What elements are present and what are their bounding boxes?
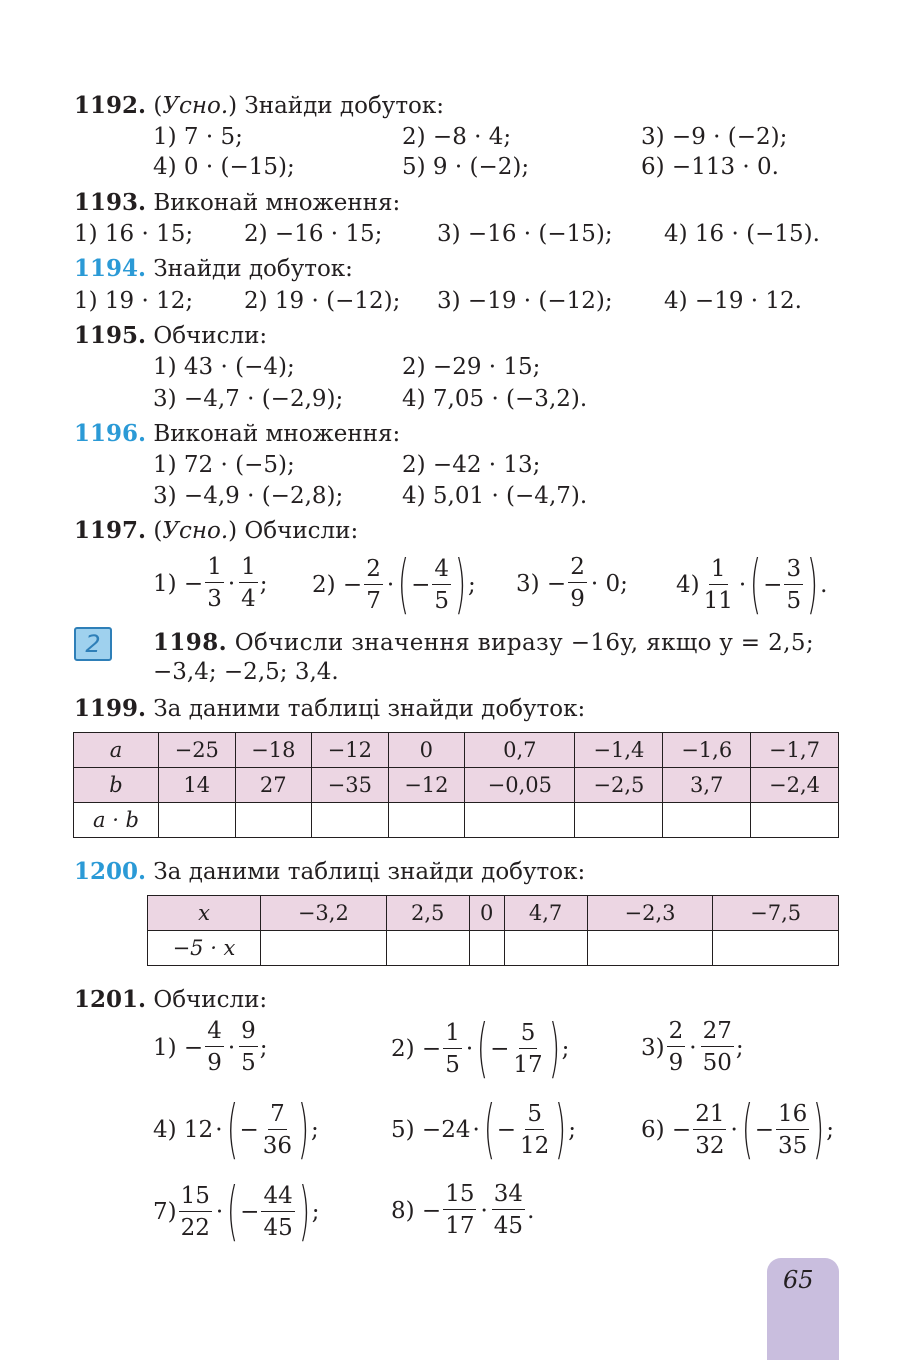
fraction <box>693 1100 726 1161</box>
problem-text: ) Знайди добуток: <box>228 93 445 119</box>
problem-item: 1) 19 · 12; <box>74 288 194 314</box>
problem-item: 4) 0 · (−15); <box>153 154 295 180</box>
denominator: 12 <box>520 1132 550 1159</box>
numerator: 7 <box>268 1100 287 1130</box>
var-a: a <box>109 738 123 762</box>
fraction <box>568 553 587 614</box>
cell: −35 <box>312 768 389 803</box>
problem-number: 1194. <box>74 255 147 282</box>
expression-1201-3 <box>641 1017 744 1078</box>
table-1199 <box>73 732 839 838</box>
problem-text: Обчисли: <box>153 323 268 349</box>
problem-text: ) Обчисли: <box>228 518 359 544</box>
dot-operator: · <box>465 1036 474 1062</box>
problem-1192-header <box>74 92 444 119</box>
denominator: 35 <box>778 1132 808 1159</box>
cell: −1,6 <box>663 733 751 768</box>
problem-number: 1195. <box>74 322 147 349</box>
expression-1201-5 <box>391 1093 577 1167</box>
expression-1201-8 <box>391 1180 534 1241</box>
fraction <box>492 1180 525 1241</box>
left-paren: ( <box>477 1012 489 1086</box>
problem-item: 3) −19 · (−12); <box>437 288 613 314</box>
expr-end: ; <box>568 1117 577 1143</box>
denominator: 22 <box>180 1214 210 1241</box>
fraction <box>443 1019 462 1080</box>
dot-operator: · <box>689 1034 697 1061</box>
numerator: 1 <box>709 555 728 585</box>
denominator: 36 <box>262 1132 293 1159</box>
problem-item: 2) −8 · 4; <box>402 124 512 150</box>
expression-1201-4 <box>153 1093 319 1167</box>
cell: 2,5 <box>386 896 469 931</box>
problem-text: За даними таблиці знайди добуток: <box>153 696 586 722</box>
expr-end: . <box>527 1197 535 1224</box>
denominator: 9 <box>570 586 585 612</box>
expr-end: ; <box>561 1036 570 1062</box>
answer-cell[interactable] <box>713 931 839 966</box>
left-paren: ( <box>741 1093 753 1167</box>
numerator: 1 <box>205 553 224 583</box>
cell: −0,05 <box>465 768 575 803</box>
minus-sign: − <box>754 1117 775 1143</box>
expr-label: 6) − <box>641 1117 692 1143</box>
cell: 0 <box>388 733 465 768</box>
numerator: 4 <box>432 555 451 585</box>
expression-1197-3 <box>516 553 628 614</box>
expression-1201-7 <box>153 1175 320 1249</box>
cell: −25 <box>159 733 236 768</box>
minus-sign: − <box>490 1036 510 1062</box>
problem-1197-header <box>74 517 358 544</box>
fraction <box>518 1100 551 1161</box>
cell: −1,4 <box>575 733 663 768</box>
row-header-b <box>74 768 159 803</box>
problem-item: 4) 5,01 · (−4,7). <box>402 483 588 509</box>
table-row-x <box>148 896 839 931</box>
answer-cell[interactable] <box>465 803 575 838</box>
fraction <box>261 1100 294 1161</box>
expression-1201-1 <box>153 1017 268 1078</box>
numerator: 1 <box>443 1019 462 1049</box>
answer-cell[interactable] <box>388 803 465 838</box>
var-x: x <box>198 901 210 925</box>
expr-end: ; <box>259 570 268 597</box>
denominator: 17 <box>513 1051 543 1078</box>
expr-label: 2) − <box>391 1036 442 1062</box>
problem-item: 5) 9 · (−2); <box>402 154 530 180</box>
problem-1201-header <box>74 986 267 1013</box>
expr-end: ; <box>311 1199 320 1225</box>
problem-text: Обчисли значення виразу −16y, якщо y = 2,5; <box>234 630 815 656</box>
fraction <box>239 553 258 614</box>
denominator: 5 <box>434 587 450 614</box>
expression-1201-2 <box>391 1012 570 1086</box>
answer-cell[interactable] <box>235 803 312 838</box>
fraction <box>701 1017 734 1078</box>
problem-item: 3) −9 · (−2); <box>641 124 788 150</box>
cell: 3,7 <box>663 768 751 803</box>
minus-sign: − <box>411 572 431 598</box>
right-paren: ) <box>548 1012 560 1086</box>
expr-label: 4) <box>676 572 700 598</box>
cell: 4,7 <box>504 896 587 931</box>
problem-1194-header <box>74 255 353 282</box>
fraction <box>776 1100 809 1161</box>
expr-label: 2) − <box>312 572 363 598</box>
left-paren: ( <box>483 1093 495 1167</box>
problem-item: 3) −4,9 · (−2,8); <box>153 483 344 509</box>
problem-item: 4) 7,05 · (−3,2). <box>402 386 588 412</box>
answer-cell[interactable] <box>386 931 469 966</box>
problem-text: За даними таблиці знайди добуток: <box>153 859 586 885</box>
level-2-badge: 2 <box>74 627 112 661</box>
fraction <box>239 1017 258 1078</box>
cell: 14 <box>159 768 236 803</box>
cell: −7,5 <box>713 896 839 931</box>
expr-tail: · 0; <box>590 570 628 597</box>
right-paren: ) <box>297 1093 310 1167</box>
hint-open: ( <box>153 93 163 119</box>
answer-cell[interactable] <box>575 803 663 838</box>
denominator: 4 <box>241 586 256 612</box>
denominator: 50 <box>702 1050 732 1076</box>
problem-item: 1) 7 · 5; <box>153 124 243 150</box>
fraction <box>443 1180 476 1241</box>
hint-open: ( <box>153 518 163 544</box>
expr-end: ; <box>735 1034 744 1061</box>
problem-1193-header <box>74 189 400 216</box>
dot-operator: · <box>386 572 395 598</box>
problem-1196-header <box>74 420 400 447</box>
denominator: 5 <box>786 587 802 614</box>
var-b: b <box>109 773 123 797</box>
left-paren: ( <box>750 548 762 622</box>
problem-item: 4) 16 · (−15). <box>664 221 820 247</box>
answer-cell[interactable] <box>159 803 236 838</box>
answer-cell[interactable] <box>587 931 713 966</box>
dot-operator: · <box>215 1117 223 1143</box>
denominator: 9 <box>207 1050 222 1076</box>
expr-label: 4) 12 <box>153 1117 214 1143</box>
problem-1198-line1 <box>153 629 814 656</box>
problem-item: 4) −19 · 12. <box>664 288 802 314</box>
dot-operator: · <box>738 572 747 598</box>
denominator: 7 <box>366 587 381 614</box>
numerator: 3 <box>784 555 803 585</box>
answer-cell[interactable] <box>261 931 387 966</box>
right-paren: ) <box>806 548 819 622</box>
problem-item: 6) −113 · 0. <box>641 154 779 180</box>
numerator: 2 <box>667 1017 686 1047</box>
hint-oral: Усно. <box>162 93 229 119</box>
right-paren: ) <box>555 1093 567 1167</box>
hint-oral: Усно. <box>162 518 229 544</box>
page-number: 65 <box>783 1266 814 1294</box>
problem-1198-line2: −3,4; −2,5; 3,4. <box>153 659 339 685</box>
numerator: 34 <box>492 1180 525 1210</box>
fraction <box>784 555 803 616</box>
denominator: 11 <box>703 587 733 614</box>
problem-number: 1199. <box>74 695 147 722</box>
expression-1201-6 <box>641 1093 835 1167</box>
table-row-product <box>74 803 839 838</box>
expression-1197-1 <box>153 553 268 614</box>
dot-operator: · <box>730 1117 738 1143</box>
dot-operator: · <box>480 1197 488 1224</box>
problem-number: 1193. <box>74 189 147 216</box>
product-label: −5 · x <box>172 936 236 960</box>
product-label: a · b <box>93 808 139 832</box>
problem-1199-header <box>74 695 585 722</box>
fraction <box>432 555 451 616</box>
expr-label: 3) − <box>516 570 567 597</box>
minus-sign: − <box>763 572 783 598</box>
problem-item: 1) 16 · 15; <box>74 221 194 247</box>
denominator: 32 <box>695 1132 725 1159</box>
table-row-a <box>74 733 839 768</box>
row-header-product <box>74 803 159 838</box>
problem-item: 3) −16 · (−15); <box>437 221 613 247</box>
dot-operator: · <box>227 570 236 597</box>
minus-sign: − <box>240 1199 260 1225</box>
denominator: 5 <box>445 1051 460 1078</box>
answer-cell[interactable] <box>504 931 587 966</box>
answer-cell[interactable] <box>312 803 389 838</box>
left-paren: ( <box>226 1093 238 1167</box>
table-row-b <box>74 768 839 803</box>
numerator: 1 <box>239 553 258 583</box>
fraction <box>179 1182 212 1243</box>
left-paren: ( <box>227 1175 239 1249</box>
table-1200 <box>147 895 839 966</box>
cell: 0 <box>469 896 504 931</box>
expr-label: 1) − <box>153 570 204 597</box>
cell: 27 <box>235 768 312 803</box>
cell: −2,4 <box>751 768 839 803</box>
problem-item: 2) 19 · (−12); <box>244 288 401 314</box>
numerator: 5 <box>519 1019 538 1049</box>
problem-text: Виконай множення: <box>153 190 401 216</box>
cell: 0,7 <box>465 733 575 768</box>
dot-operator: · <box>472 1117 480 1143</box>
expr-end: ; <box>468 572 476 598</box>
cell: −1,7 <box>751 733 839 768</box>
numerator: 16 <box>776 1100 809 1130</box>
denominator: 17 <box>445 1213 475 1239</box>
cell: −18 <box>235 733 312 768</box>
expression-1197-2 <box>312 548 476 622</box>
answer-cell[interactable] <box>469 931 504 966</box>
problem-number: 1197. <box>74 517 147 544</box>
numerator: 27 <box>701 1017 734 1047</box>
numerator: 21 <box>693 1100 726 1130</box>
dot-operator: · <box>215 1199 224 1225</box>
row-header-a <box>74 733 159 768</box>
fraction <box>261 1182 294 1243</box>
fraction <box>205 1017 224 1078</box>
fraction <box>667 1017 686 1078</box>
expr-label: 7) <box>153 1199 177 1225</box>
row-header-product <box>148 931 261 966</box>
minus-sign: − <box>496 1117 517 1143</box>
cell: −2,5 <box>575 768 663 803</box>
expr-end: ; <box>826 1117 835 1143</box>
problem-text: Виконай множення: <box>153 421 401 447</box>
right-paren: ) <box>298 1175 310 1249</box>
numerator: 44 <box>261 1182 294 1212</box>
problem-text: Обчисли: <box>153 987 268 1013</box>
table-row-product <box>148 931 839 966</box>
denominator: 45 <box>263 1214 293 1241</box>
problem-1200-header <box>74 858 585 885</box>
problem-number: 1196. <box>74 420 147 447</box>
answer-cell[interactable] <box>663 803 751 838</box>
expression-1197-4 <box>676 548 828 622</box>
expr-end: ; <box>259 1034 268 1061</box>
problem-item: 2) −29 · 15; <box>402 354 541 380</box>
dot-operator: · <box>227 1034 236 1061</box>
problem-item: 2) −42 · 13; <box>402 452 541 478</box>
problem-number: 1192. <box>74 92 147 119</box>
problem-text: Знайди добуток: <box>153 256 353 282</box>
right-paren: ) <box>454 548 467 622</box>
expr-label: 8) − <box>391 1197 442 1224</box>
right-paren: ) <box>813 1093 825 1167</box>
expr-end: . <box>820 572 828 598</box>
problem-item: 1) 72 · (−5); <box>153 452 295 478</box>
problem-item: 1) 43 · (−4); <box>153 354 295 380</box>
problem-item: 3) −4,7 · (−2,9); <box>153 386 344 412</box>
fraction <box>205 553 224 614</box>
answer-cell[interactable] <box>751 803 839 838</box>
denominator: 45 <box>493 1213 524 1239</box>
cell: −2,3 <box>587 896 713 931</box>
fraction <box>511 1019 544 1080</box>
numerator: 5 <box>525 1100 544 1130</box>
left-paren: ( <box>398 548 410 622</box>
expr-end: ; <box>311 1117 319 1143</box>
numerator: 9 <box>239 1017 258 1047</box>
expr-label: 3) <box>641 1034 665 1061</box>
problem-number: 1198. <box>153 629 228 656</box>
numerator: 4 <box>205 1017 224 1047</box>
row-header-x <box>148 896 261 931</box>
denominator: 3 <box>207 586 222 612</box>
expr-label: 1) − <box>153 1034 204 1061</box>
numerator: 2 <box>364 555 383 585</box>
denominator: 9 <box>668 1050 684 1076</box>
fraction <box>702 555 735 616</box>
minus-sign: − <box>239 1117 259 1143</box>
problem-item: 2) −16 · 15; <box>244 221 383 247</box>
problem-1195-header <box>74 322 267 349</box>
numerator: 15 <box>179 1182 212 1212</box>
cell: −12 <box>388 768 465 803</box>
denominator: 5 <box>241 1050 256 1076</box>
cell: −12 <box>312 733 389 768</box>
expr-label: 5) −24 <box>391 1117 471 1143</box>
fraction <box>364 555 383 616</box>
problem-number: 1200. <box>74 858 147 885</box>
numerator: 2 <box>568 553 587 583</box>
problem-number: 1201. <box>74 986 147 1013</box>
cell: −3,2 <box>261 896 387 931</box>
numerator: 15 <box>443 1180 476 1210</box>
